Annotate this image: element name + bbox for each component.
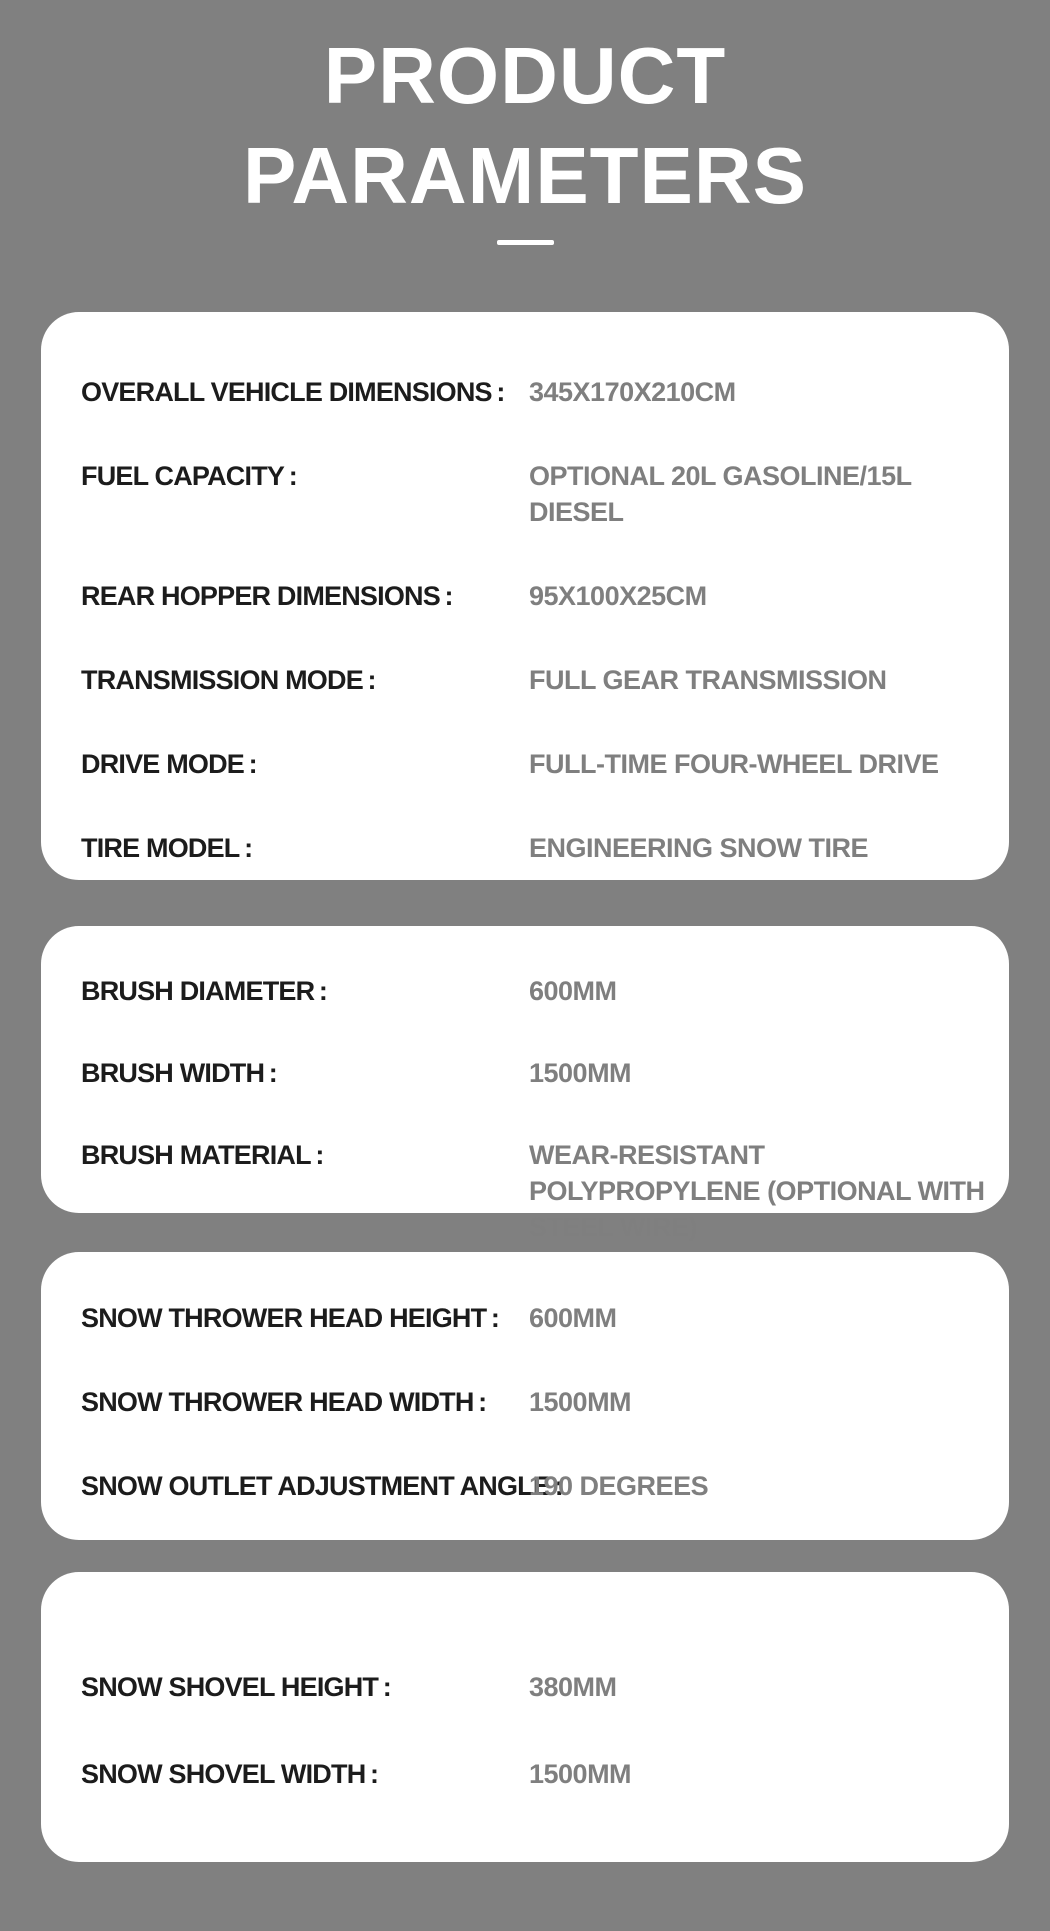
param-label: SNOW SHOVEL WIDTH : <box>81 1759 379 1789</box>
param-label: SNOW THROWER HEAD HEIGHT : <box>81 1303 500 1333</box>
param-label: BRUSH MATERIAL : <box>81 1140 324 1170</box>
param-label: SNOW SHOVEL HEIGHT : <box>81 1672 391 1702</box>
param-value: 1500MM <box>529 1387 632 1417</box>
spec-card-vehicle <box>41 312 1009 880</box>
param-row <box>81 458 1001 530</box>
param-label: BRUSH DIAMETER : <box>81 976 328 1006</box>
param-value: 1500MM <box>529 1058 632 1088</box>
title-underline-dash <box>497 240 554 245</box>
param-row <box>81 973 1001 1009</box>
param-value: ENGINEERING SNOW TIRE <box>529 833 869 863</box>
param-row <box>81 830 1001 866</box>
spec-card-snow-shovel <box>41 1572 1009 1862</box>
param-label: SNOW THROWER HEAD WIDTH : <box>81 1387 487 1417</box>
param-label: SNOW OUTLET ADJUSTMENT ANGLE : <box>81 1471 563 1501</box>
param-value: OPTIONAL 20L GASOLINE/15L DIESEL <box>529 461 912 527</box>
param-label: TIRE MODEL : <box>81 833 253 863</box>
param-value: 600MM <box>529 976 617 1006</box>
param-label: TRANSMISSION MODE : <box>81 665 376 695</box>
param-row <box>81 578 1001 614</box>
param-label: FUEL CAPACITY : <box>81 461 297 491</box>
param-row <box>81 1300 1001 1336</box>
param-row <box>81 746 1001 782</box>
param-value: 600MM <box>529 1303 617 1333</box>
page-title-line1: PRODUCT <box>323 31 727 120</box>
param-value: 190 DEGREES <box>529 1471 709 1501</box>
param-row <box>81 1384 1001 1420</box>
param-row <box>81 374 1001 410</box>
param-value: 95X100X25CM <box>529 581 707 611</box>
param-row <box>81 1468 1001 1504</box>
param-row <box>81 1055 1001 1091</box>
param-value: 380MM <box>529 1672 617 1702</box>
param-value: FULL-TIME FOUR-WHEEL DRIVE <box>529 749 939 779</box>
param-label: OVERALL VEHICLE DIMENSIONS : <box>81 377 505 407</box>
param-row <box>81 1137 1001 1245</box>
param-label: REAR HOPPER DIMENSIONS : <box>81 581 453 611</box>
param-row <box>81 1756 1001 1792</box>
param-row <box>81 662 1001 698</box>
param-label: BRUSH WIDTH : <box>81 1058 277 1088</box>
param-value: 345X170X210CM <box>529 377 736 407</box>
spec-card-brush <box>41 926 1009 1242</box>
param-label: DRIVE MODE : <box>81 749 257 779</box>
param-value: 1500MM <box>529 1759 632 1789</box>
param-row <box>81 1669 1001 1705</box>
spec-card-snow-thrower <box>41 1252 1009 1540</box>
page-title-line2: PARAMETERS <box>242 131 808 220</box>
param-value: WEAR-RESISTANT POLYPROPYLENE (OPTIONAL WITH STEEL WIRE) <box>529 1140 985 1242</box>
page-title <box>0 0 1050 226</box>
param-value: FULL GEAR TRANSMISSION <box>529 665 887 695</box>
